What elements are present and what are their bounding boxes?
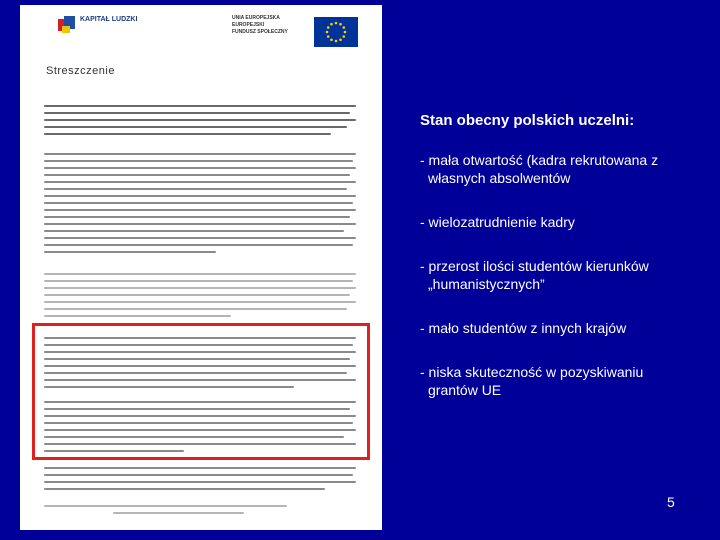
document-paragraph-1 (44, 105, 356, 140)
bullet-item (420, 363, 710, 399)
document-page-image (20, 5, 382, 530)
bullet-item (420, 319, 710, 337)
document-highlighted-paragraph-2 (44, 401, 356, 457)
bullet-text: - wielozatrudnienie kadry (420, 214, 575, 230)
bullet-text: - mała otwartość (kadra rekrutowana z (420, 152, 659, 168)
bullet-text: - przerost ilości studentów kierunków (420, 258, 649, 274)
kapital-ludzki-logo (58, 16, 154, 50)
slide-content (420, 112, 710, 425)
eu-logo (232, 15, 368, 51)
bullet-text: - niska skuteczność w pozyskiwaniu (420, 364, 644, 380)
bullet-text-continuation: własnych absolwentów (428, 170, 571, 186)
kapital-ludzki-mark-icon (58, 16, 76, 34)
document-header (20, 5, 382, 55)
kapital-ludzki-logo-text: KAPITAŁ LUDZKI (80, 16, 138, 23)
eu-flag-icon (314, 17, 358, 47)
bullet-list (420, 151, 710, 399)
bullet-item (420, 151, 710, 187)
document-title: Streszczenie (46, 65, 115, 77)
bullet-item (420, 257, 710, 293)
slide-heading: Stan obecny polskich uczelni: (420, 112, 635, 129)
page-number: 5 (667, 494, 675, 510)
eu-logo-line-2: EUROPEJSKI (232, 22, 265, 28)
document-paragraph-3 (44, 273, 356, 322)
eu-logo-text (232, 15, 312, 36)
document-highlighted-paragraph-1 (44, 337, 356, 393)
bullet-text-continuation: „humanistycznych” (428, 276, 545, 292)
bullet-text-continuation: grantów UE (428, 382, 502, 398)
document-footer (44, 505, 356, 519)
bullet-text: - mało studentów z innych krajów (420, 320, 627, 336)
eu-logo-line-1: UNIA EUROPEJSKA (232, 15, 280, 21)
document-paragraph-4 (44, 467, 356, 495)
document-paragraph-2 (44, 153, 356, 258)
bullet-item (420, 213, 710, 231)
eu-logo-line-3: FUNDUSZ SPOŁECZNY (232, 29, 288, 35)
